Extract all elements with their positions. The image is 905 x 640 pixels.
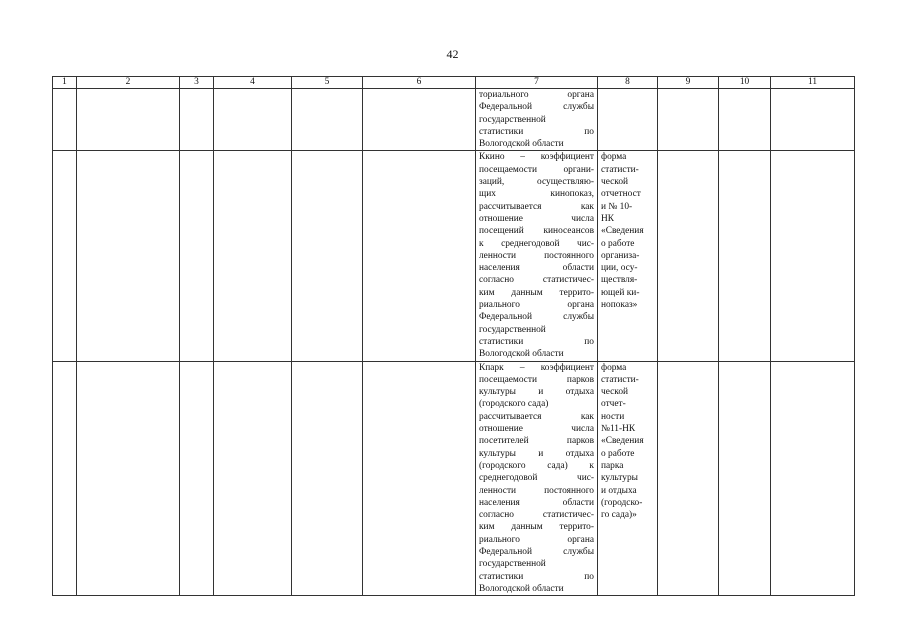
empty-cell [180,361,214,596]
indicator-description-cell [476,361,598,596]
empty-cell [53,89,77,151]
source-form-cell [598,89,658,151]
empty-cell [719,89,771,151]
empty-cell [214,361,292,596]
source-form-line: ющей ки- [601,287,640,298]
source-form-line: ческой [601,387,629,398]
empty-cell [771,361,855,596]
source-form-line: культуры [601,473,638,484]
source-form-line: отчетност [601,189,641,200]
description-line: культуры и отдыха [479,387,594,398]
empty-cell [658,89,719,151]
description-line: рассчитывается как [479,411,594,422]
empty-cell [214,89,292,151]
description-line: риального органа [479,300,594,311]
table-row [53,361,855,596]
source-form-line: «Сведения [601,226,644,237]
description-line: статистики по [479,336,594,347]
description-line: ким данным террито- [479,522,594,533]
empty-cell [180,89,214,151]
empty-cell [292,151,363,361]
source-form-line: о работе [601,448,635,459]
source-form-line: ществля- [601,275,638,286]
description-line: посетителей парков [479,436,594,447]
source-form-line: организа- [601,250,640,261]
description-line: ториального органа [479,90,594,100]
description-line: Федеральной службы [479,546,594,557]
source-form-line: «Сведения [601,436,644,447]
table-row [53,151,855,361]
column-header: 10 [719,77,771,89]
source-form-line: ции, осу- [601,263,638,274]
description-line: заций, осуществляю- [479,177,594,188]
description-line: статистики по [479,571,594,582]
source-form-cell [598,151,658,361]
description-line: Федеральной службы [479,102,594,113]
empty-cell [77,361,180,596]
description-line: государственной [479,114,546,125]
empty-cell [771,151,855,361]
empty-cell [771,89,855,151]
empty-cell [719,151,771,361]
source-form-line: НК [601,213,615,224]
description-line: среднегодовой чис- [479,473,594,484]
description-line: ленности постоянного [479,485,594,496]
description-line: ленности постоянного [479,250,594,261]
description-line: населения области [479,497,594,508]
column-header: 6 [363,77,476,89]
empty-cell [363,361,476,596]
empty-cell [214,151,292,361]
source-form-line: отчет- [601,399,626,410]
description-line: культуры и отдыха [479,448,594,459]
column-header: 5 [292,77,363,89]
description-line: населения области [479,263,594,274]
description-line: государственной [479,324,546,335]
description-line: Федеральной службы [479,312,594,323]
table-row [53,89,855,151]
source-form-line: (городско- [601,497,643,508]
description-line: согласно статистичес- [479,275,594,286]
empty-cell [53,361,77,596]
description-line: отношение числа [479,213,594,224]
description-line: ким данным террито- [479,287,594,298]
empty-cell [77,89,180,151]
source-form-line: форма [601,152,627,163]
indicator-description-cell [476,151,598,361]
column-header: 11 [771,77,855,89]
empty-cell [77,151,180,361]
empty-cell [292,89,363,151]
empty-cell [719,361,771,596]
description-line: отношение числа [479,424,594,435]
column-header: 7 [476,77,598,89]
source-form-line: форма [601,362,627,373]
source-form-line: ности [601,411,625,422]
description-line: Вологодской области [479,139,564,150]
description-line: Вологодской области [479,583,564,594]
column-header: 3 [180,77,214,89]
indicator-table [52,76,855,596]
description-line: Вологодской области [479,349,564,360]
header-row [53,77,855,89]
empty-cell [658,151,719,361]
column-header: 8 [598,77,658,89]
empty-cell [180,151,214,361]
empty-cell [363,151,476,361]
description-line: посещаемости парков [479,374,594,385]
description-line: рассчитывается как [479,201,594,212]
source-form-line: ческой [601,177,629,188]
source-form-cell [598,361,658,596]
description-line: к среднегодовой чис- [479,238,594,249]
source-form-line: статисти- [601,164,639,175]
source-form-line: парка [601,460,624,471]
source-form-line: и № 10- [601,201,633,212]
empty-cell [292,361,363,596]
description-line: Кпарк – коэффициент [479,362,594,373]
description-line: государственной [479,559,546,570]
column-header: 4 [214,77,292,89]
description-line: посещений киносеансов [479,226,594,237]
description-line: посещаемости органи- [479,164,594,175]
description-line: риального органа [479,534,594,545]
source-form-line: и отдыха [601,485,637,496]
empty-cell [658,361,719,596]
source-form-line: статисти- [601,374,639,385]
description-line: (городского сада) [479,399,549,410]
description-line: согласно статистичес- [479,510,594,521]
column-header: 1 [53,77,77,89]
column-header: 9 [658,77,719,89]
description-line: щих кинопоказ, [479,189,594,200]
page-number: 42 [446,47,459,61]
description-line: Ккино – коэффициент [479,152,594,163]
column-header: 2 [77,77,180,89]
source-form-line: о работе [601,238,635,249]
empty-cell [53,151,77,361]
source-form-line: нопоказ» [601,300,638,311]
indicator-description-cell [476,89,598,151]
description-line: статистики по [479,126,594,137]
source-form-line: го сада)» [601,510,637,521]
empty-cell [363,89,476,151]
source-form-line: №11-НК [601,424,636,435]
description-line: (городского сада) к [479,460,594,471]
